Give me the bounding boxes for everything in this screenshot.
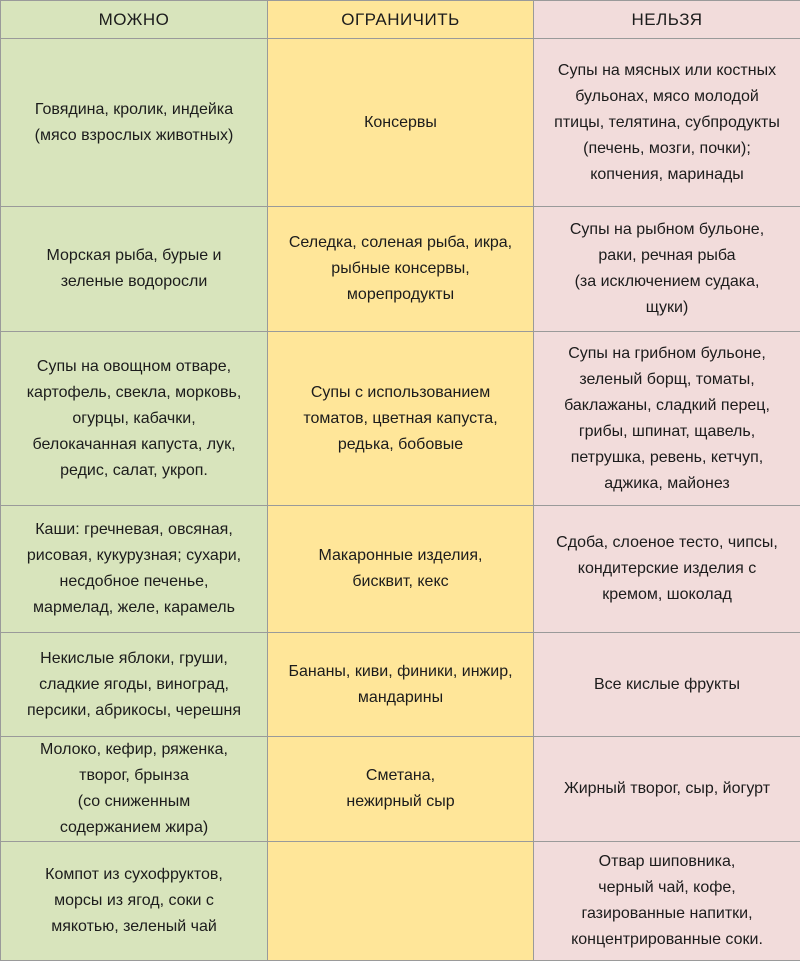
table-row: [1, 737, 800, 842]
table-row: [1, 842, 800, 961]
table-row: [1, 633, 800, 737]
cell-no: Супы на мясных или костных бульонах, мясо молодой птицы, телятина, субпродукты (печень, мозги, почки); копчения, маринады: [534, 39, 800, 207]
table-row: [1, 207, 800, 332]
cell-limit: Бананы, киви, финики, инжир, мандарины: [268, 633, 534, 737]
cell-limit: Макаронные изделия, бисквит, кекс: [268, 506, 534, 633]
cell-can: Компот из сухофруктов, морсы из ягод, соки с мякотью, зеленый чай: [1, 842, 268, 961]
table-row: [1, 39, 800, 207]
cell-limit: Селедка, соленая рыба, икра, рыбные консервы, морепродукты: [268, 207, 534, 332]
cell-can: Молоко, кефир, ряженка, творог, брынза (со сниженным содержанием жира): [1, 737, 268, 842]
header-limit: ОГРАНИЧИТЬ: [268, 1, 534, 39]
cell-can: Некислые яблоки, груши, сладкие ягоды, виноград, персики, абрикосы, черешня: [1, 633, 268, 737]
table-row: [1, 506, 800, 633]
cell-no: Жирный творог, сыр, йогурт: [534, 737, 800, 842]
table-row: [1, 332, 800, 506]
cell-no: Отвар шиповника, черный чай, кофе, газированные напитки, концентрированные соки.: [534, 842, 800, 961]
cell-can: Каши: гречневая, овсяная, рисовая, кукурузная; сухари, несдобное печенье, мармелад, желе, карамель: [1, 506, 268, 633]
cell-can: Супы на овощном отваре, картофель, свекла, морковь, огурцы, кабачки, белокачанная капуста, лук, редис, салат, укроп.: [1, 332, 268, 506]
header-can: МОЖНО: [1, 1, 268, 39]
cell-limit: [268, 842, 534, 961]
cell-limit: Сметана, нежирный сыр: [268, 737, 534, 842]
cell-limit: Супы с использованием томатов, цветная капуста, редька, бобовые: [268, 332, 534, 506]
cell-limit: Консервы: [268, 39, 534, 207]
cell-can: Говядина, кролик, индейка (мясо взрослых животных): [1, 39, 268, 207]
cell-no: Супы на грибном бульоне, зеленый борщ, томаты, баклажаны, сладкий перец, грибы, шпинат, щавель, петрушка, ревень, кетчуп, аджика, майонез: [534, 332, 800, 506]
cell-no: Все кислые фрукты: [534, 633, 800, 737]
header-no: НЕЛЬЗЯ: [534, 1, 800, 39]
cell-no: Супы на рыбном бульоне, раки, речная рыба (за исключением судака, щуки): [534, 207, 800, 332]
cell-no: Сдоба, слоеное тесто, чипсы, кондитерские изделия с кремом, шоколад: [534, 506, 800, 633]
cell-can: Морская рыба, бурые и зеленые водоросли: [1, 207, 268, 332]
header-row: [1, 1, 800, 39]
